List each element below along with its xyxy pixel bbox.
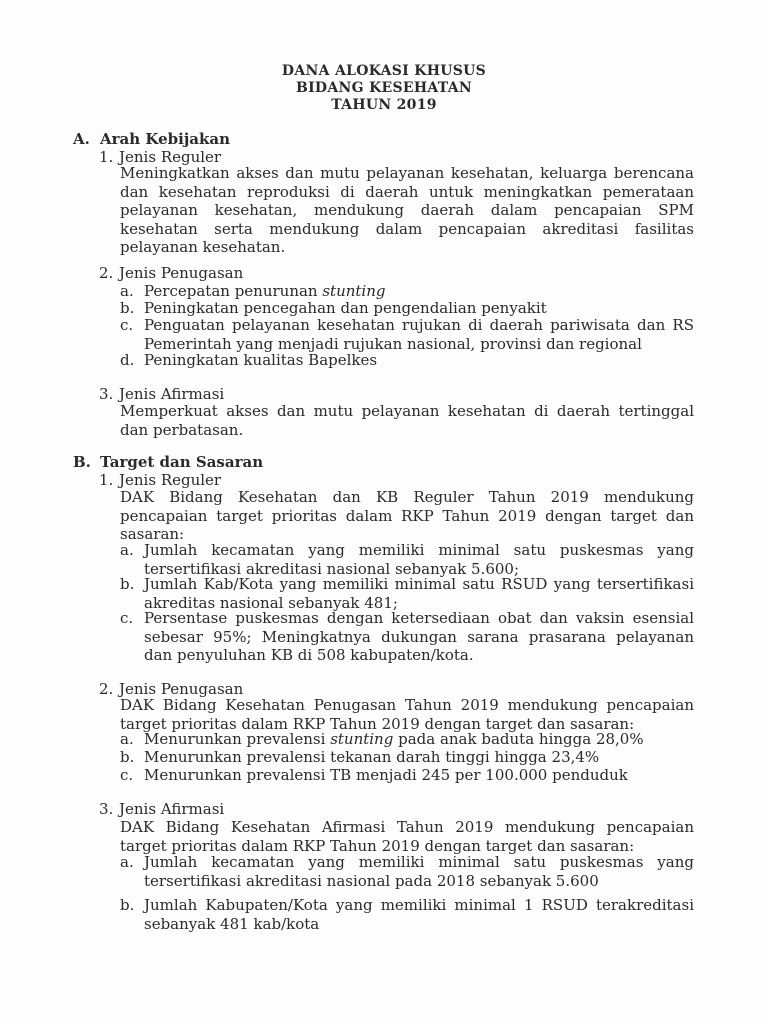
- b3-label: Jenis Afirmasi: [119, 800, 225, 818]
- b3-point-a: [120, 853, 694, 890]
- b2-point-b: [120, 748, 694, 767]
- b3-point-a-text: Jumlah kecamatan yang memiliki minimal satu puskesmas yang tersertifikasi akreditasi nasional pada 2018 sebanyak 5.600: [144, 853, 694, 890]
- b1-point-b-label: b.: [120, 575, 135, 593]
- b2-point-a-text: Menurunkan prevalensi stunting pada anak baduta hingga 28,0%: [144, 730, 644, 748]
- b3-point-b-label: b.: [120, 896, 135, 914]
- a2-point-d-label: d.: [120, 351, 135, 369]
- a3-number: 3.: [99, 385, 114, 403]
- a3-heading: [99, 385, 224, 403]
- a1-number: 1.: [99, 148, 114, 166]
- a2-point-a-italic: stunting: [322, 282, 386, 300]
- a2-number: 2.: [99, 264, 114, 282]
- b2-point-a: [120, 730, 694, 749]
- b2-point-c-label: c.: [120, 766, 134, 784]
- b1-number: 1.: [99, 471, 114, 489]
- a2-point-b-text: Peningkatan pencegahan dan pengendalian penyakit: [144, 299, 547, 317]
- b2-point-c-text: Menurunkan prevalensi TB menjadi 245 per 100.000 penduduk: [144, 766, 628, 784]
- a2-point-c-label: c.: [120, 316, 134, 334]
- section-b-title: Target dan Sasaran: [100, 453, 264, 471]
- b3-number: 3.: [99, 800, 114, 818]
- b1-point-b-text: Jumlah Kab/Kota yang memiliki minimal satu RSUD yang tersertifikasi akreditas nasional sebanyak 481;: [144, 575, 694, 612]
- b3-heading: [99, 800, 224, 818]
- document-title-line-2: BIDANG KESEHATAN: [295, 80, 473, 96]
- a2-point-d: [120, 351, 694, 370]
- section-b-letter: B.: [73, 453, 91, 471]
- b3-point-b-text: Jumlah Kabupaten/Kota yang memiliki minimal 1 RSUD terakreditasi sebanyak 481 kab/kota: [144, 896, 694, 933]
- a2-point-b-label: b.: [120, 299, 135, 317]
- a3-paragraph: Memperkuat akses dan mutu pelayanan kesehatan di daerah tertinggal dan perbatasan.: [120, 402, 694, 439]
- section-a-heading: [73, 130, 230, 148]
- a2-label: Jenis Penugasan: [119, 264, 244, 282]
- a2-point-b: [120, 299, 694, 318]
- a3-label: Jenis Afirmasi: [119, 385, 225, 403]
- b1-point-c: [120, 609, 694, 665]
- section-a-title: Arah Kebijakan: [100, 130, 230, 148]
- b1-heading: [99, 471, 221, 489]
- document-title-line-3: TAHUN 2019: [331, 97, 437, 113]
- b1-point-a: [120, 541, 694, 578]
- b3-intro: DAK Bidang Kesehatan Afirmasi Tahun 2019 mendukung pencapaian target prioritas dalam RKP Tahun 2019 dengan target dan sasaran:: [120, 818, 694, 855]
- a1-label: Jenis Reguler: [119, 148, 222, 166]
- a1-paragraph: Meningkatkan akses dan mutu pelayanan kesehatan, keluarga berencana dan kesehatan reproduksi di daerah untuk meningkatkan pemerataan pelayanan kesehatan, mendukung daerah dalam pencapaian SPM kesehatan serta mendukung dalam pencapaian akreditasi fasilitas pelayanan kesehatan.: [120, 164, 694, 256]
- b1-point-b: [120, 575, 694, 612]
- b2-point-b-text: Menurunkan prevalensi tekanan darah tinggi hingga 23,4%: [144, 748, 600, 766]
- document-title-line-1: DANA ALOKASI KHUSUS: [281, 63, 487, 79]
- b1-label: Jenis Reguler: [119, 471, 222, 489]
- a2-point-c: [120, 316, 694, 353]
- b2-point-a-label: a.: [120, 730, 134, 748]
- a2-point-a-label: a.: [120, 282, 134, 300]
- section-a-letter: A.: [73, 130, 90, 148]
- a2-point-a-text: Percepatan penurunan stunting: [144, 282, 386, 300]
- b3-point-a-label: a.: [120, 853, 134, 871]
- b1-point-a-text: Jumlah kecamatan yang memiliki minimal satu puskesmas yang tersertifikasi akreditasi nasional sebanyak 5.600;: [144, 541, 694, 578]
- b1-point-a-label: a.: [120, 541, 134, 559]
- b2-intro: DAK Bidang Kesehatan Penugasan Tahun 2019 mendukung pencapaian target prioritas dalam RKP Tahun 2019 dengan target dan sasaran:: [120, 696, 694, 733]
- b2-point-b-label: b.: [120, 748, 135, 766]
- a2-point-a: [120, 282, 694, 301]
- b2-point-c: [120, 766, 694, 785]
- a2-point-d-text: Peningkatan kualitas Bapelkes: [144, 351, 378, 369]
- b1-point-c-text: Persentase puskesmas dengan ketersediaan obat dan vaksin esensial sebesar 95%; Meningkatnya dukungan sarana prasarana pelayanan dan penyuluhan KB di 508 kabupaten/kota.: [144, 609, 694, 664]
- b1-point-c-label: c.: [120, 609, 134, 627]
- b2-label: Jenis Penugasan: [119, 680, 244, 698]
- a2-point-c-text: Penguatan pelayanan kesehatan rujukan di daerah pariwisata dan RS Pemerintah yang menjadi rujukan nasional, provinsi dan regional: [144, 316, 694, 353]
- b2-point-a-italic: stunting: [330, 730, 394, 748]
- b1-intro: DAK Bidang Kesehatan dan KB Reguler Tahun 2019 mendukung pencapaian target prioritas dalam RKP Tahun 2019 dengan target dan sasaran:: [120, 488, 694, 543]
- a2-heading: [99, 264, 243, 282]
- b3-point-b: [120, 896, 694, 933]
- section-b-heading: [73, 453, 263, 471]
- b2-number: 2.: [99, 680, 114, 698]
